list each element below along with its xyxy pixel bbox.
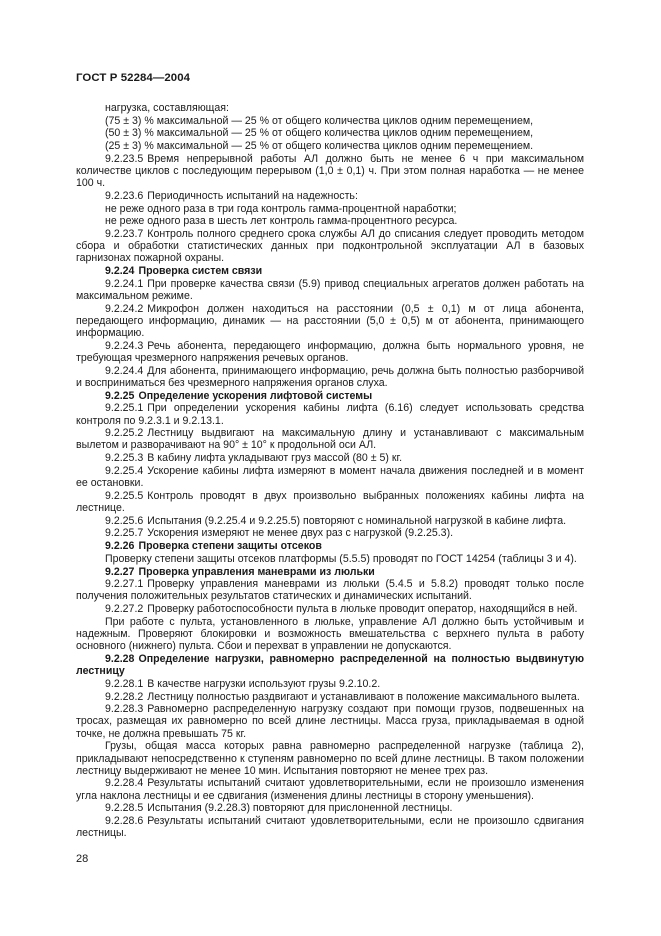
paragraph bbox=[76, 740, 584, 777]
paragraph bbox=[76, 515, 584, 527]
paragraph bbox=[76, 452, 584, 464]
paragraph-text: Речь абонента, передающего информацию, должна быть нормального уровня, не требующая чрезмерного напряжения речевых органов. bbox=[76, 339, 584, 365]
paragraph bbox=[76, 578, 584, 602]
clause-number: 9.2.25.5 bbox=[105, 489, 144, 502]
clause-number: 9.2.25.3 bbox=[105, 452, 144, 465]
paragraph bbox=[76, 802, 584, 814]
paragraph bbox=[76, 102, 584, 114]
section-heading bbox=[76, 540, 584, 552]
paragraph-text: В кабину лифта укладывают груз массой (80 ± 5) кг. bbox=[147, 452, 403, 465]
clause-number: 9.2.28.1 bbox=[105, 677, 144, 690]
clause-number: 9.2.28.4 bbox=[105, 777, 144, 790]
paragraph-text: Определение нагрузки, равномерно распределенной на полностью выдвинутую лестницу bbox=[76, 652, 584, 678]
paragraph-text: Для абонента, принимающего информацию, речь должна быть полностью разборчивой и восприниматься без чрезмерного напряжения органов слуха. bbox=[76, 364, 584, 389]
paragraph-text: Результаты испытаний считают удовлетворительными, если не произошло сдвигания лестницы. bbox=[76, 815, 584, 840]
clause-number: 9.2.25.7 bbox=[105, 527, 144, 540]
paragraph-text: Проверку управления маневрами из люльки (5.4.5 и 5.8.2) проводят только после получения положительных результатов статических и динамических испытаний. bbox=[76, 578, 584, 603]
paragraph-text: Периодичность испытаний на надежность: bbox=[147, 189, 358, 202]
paragraph bbox=[76, 127, 584, 139]
paragraph-text: Проверка систем связи bbox=[138, 265, 263, 278]
clause-number: 9.2.23.5 bbox=[105, 152, 144, 165]
clause-number: 9.2.28 bbox=[105, 652, 135, 665]
paragraph bbox=[76, 527, 584, 539]
clause-number: 9.2.28.6 bbox=[105, 815, 144, 828]
paragraph-text: При работе с пульта, установленного в люльке, управление АЛ должно быть устойчивым и надежным. Проверяют блокировки и возможность вмешательства с верхнего пульта в работу основного (нижнего) пульта. Сбои и перехват в управлении не допускаются. bbox=[76, 615, 584, 653]
clause-number: 9.2.25.1 bbox=[105, 402, 144, 415]
clause-number: 9.2.28.3 bbox=[105, 703, 144, 716]
paragraph-text: Проверку работоспособности пульта в люльке проводит оператор, находящийся в ней. bbox=[147, 603, 578, 616]
paragraph-text: Лестницу полностью раздвигают и устанавливают в положение максимального вылета. bbox=[147, 690, 580, 703]
paragraph-text: При определении ускорения кабины лифта (6.16) следует использовать средства контроля по 9.2.3.1 и 9.2.13.1. bbox=[76, 402, 584, 427]
paragraph-text: Ускорение кабины лифта измеряют в момент начала движения последней и в момент ее остановки. bbox=[76, 464, 584, 490]
clause-number: 9.2.25.4 bbox=[105, 464, 144, 477]
paragraph-text: Проверку степени защиты отсеков платформы (5.5.5) проводят по ГОСТ 14254 (таблицы 3 и 4). bbox=[105, 552, 577, 565]
paragraph-text: Результаты испытаний считают удовлетворительными, если не произошло изменения угла наклона лестницы и ее сдвигания (изменения длины лестницы в сторону уменьшения). bbox=[76, 777, 584, 802]
paragraph-text: Микрофон должен находиться на расстоянии (0,5 ± 0,1) м от лица абонента, передающего информацию, динамик — на расстоянии (5,0 ± 0,5) м от абонента, принимающего информацию. bbox=[76, 302, 584, 340]
clause-number: 9.2.27.1 bbox=[105, 578, 144, 591]
paragraph bbox=[76, 703, 584, 740]
paragraph bbox=[76, 603, 584, 615]
paragraph-text: Равномерно распределенную нагрузку создают при помощи грузов, подвешенных на тросах, размещая их равномерно по всей длине лестницы. Масса груза, прикладываемая в одной точке, не должна превышать 75 кг. bbox=[76, 703, 584, 740]
paragraph bbox=[76, 278, 584, 302]
paragraph bbox=[76, 815, 584, 839]
paragraph-text: (75 ± 3) % максимальной — 25 % от общего количества циклов одним перемещением, bbox=[105, 114, 534, 127]
clause-number: 9.2.23.7 bbox=[105, 228, 144, 241]
clause-number: 9.2.24 bbox=[105, 265, 135, 278]
section-heading bbox=[76, 566, 584, 578]
paragraph bbox=[76, 215, 584, 227]
paragraph bbox=[76, 340, 584, 364]
clause-number: 9.2.25.6 bbox=[105, 514, 144, 527]
paragraph bbox=[76, 553, 584, 565]
paragraph-text: Проверка степени защиты отсеков bbox=[138, 540, 322, 553]
paragraph-text: (25 ± 3) % максимальной — 25 % от общего количества циклов одним перемещением. bbox=[105, 140, 534, 153]
document-header: ГОСТ Р 52284—2004 bbox=[76, 72, 191, 84]
section-heading bbox=[76, 390, 584, 402]
clause-number: 9.2.27.2 bbox=[105, 603, 144, 616]
paragraph bbox=[76, 427, 584, 451]
paragraph-text: При проверке качества связи (5.9) привод специальных агрегатов должен работать на максимальном режиме. bbox=[76, 277, 584, 303]
clause-number: 9.2.23.6 bbox=[105, 189, 144, 202]
document-body bbox=[76, 102, 584, 840]
clause-number: 9.2.25.2 bbox=[105, 427, 144, 440]
paragraph bbox=[76, 140, 584, 152]
section-heading bbox=[76, 653, 584, 677]
paragraph-text: нагрузка, составляющая: bbox=[105, 102, 229, 114]
paragraph bbox=[76, 691, 584, 703]
paragraph-text: В качестве нагрузки используют грузы 9.2.10.2. bbox=[147, 677, 381, 690]
paragraph bbox=[76, 365, 584, 389]
paragraph-text: (50 ± 3) % максимальной — 25 % от общего количества циклов одним перемещением, bbox=[105, 127, 534, 140]
paragraph bbox=[76, 678, 584, 690]
paragraph bbox=[76, 303, 584, 340]
paragraph bbox=[76, 402, 584, 426]
clause-number: 9.2.25 bbox=[105, 389, 135, 402]
paragraph-text: Время непрерывной работы АЛ должно быть не менее 6 ч при максимальном количестве циклов с последующим перерывом (1,0 ± 0,1) ч. При этом полная наработка — не менее 100 ч. bbox=[76, 152, 584, 190]
paragraph-text: Контроль полного среднего срока службы АЛ до списания следует проводить методом сбора и обработки статистических данных при подконтрольной эксплуатации АЛ в базовых гарнизонах пожарной охраны. bbox=[76, 228, 584, 265]
paragraph bbox=[76, 228, 584, 265]
clause-number: 9.2.27 bbox=[105, 565, 135, 578]
clause-number: 9.2.24.1 bbox=[105, 277, 144, 290]
paragraph bbox=[76, 465, 584, 489]
clause-number: 9.2.24.3 bbox=[105, 339, 144, 352]
paragraph-text: Испытания (9.2.25.4 и 9.2.25.5) повторяют с номинальной нагрузкой в кабине лифта. bbox=[147, 514, 567, 527]
paragraph bbox=[76, 115, 584, 127]
paragraph bbox=[76, 153, 584, 190]
paragraph-text: Контроль проводят в двух произвольно выбранных положениях кабины лифта на лестнице. bbox=[76, 489, 584, 514]
paragraph-text: Грузы, общая масса которых равна равномерно распределенной нагрузке (таблица 2), прикладывают непосредственно к ступеням равномерно по всей длине лестницы. В таком положении лестницу выдерживают не менее 10 мин. Испытания повторяют не менее трех раз. bbox=[76, 740, 584, 777]
paragraph bbox=[76, 616, 584, 653]
paragraph bbox=[76, 490, 584, 514]
paragraph bbox=[76, 190, 584, 202]
paragraph-text: Определение ускорения лифтовой системы bbox=[138, 389, 373, 402]
paragraph-text: не реже одного раза в три года контроль гамма-процентной наработки; bbox=[105, 202, 457, 215]
paragraph-text: Лестницу выдвигают на максимальную длину и устанавливают с максимальным вылетом и разворачивают на 90° ± 10° к продольной оси АЛ. bbox=[76, 427, 584, 452]
page-number: 28 bbox=[76, 853, 89, 865]
clause-number: 9.2.28.5 bbox=[105, 802, 144, 815]
paragraph bbox=[76, 203, 584, 215]
clause-number: 9.2.24.2 bbox=[105, 302, 144, 315]
paragraph bbox=[76, 777, 584, 801]
clause-number: 9.2.28.2 bbox=[105, 690, 144, 703]
paragraph-text: Испытания (9.2.28.3) повторяют для прислоненной лестницы. bbox=[147, 802, 453, 815]
paragraph-text: Ускорения измеряют не менее двух раз с нагрузкой (9.2.25.3). bbox=[147, 527, 454, 540]
paragraph-text: не реже одного раза в шесть лет контроль гамма-процентного ресурса. bbox=[105, 215, 458, 228]
clause-number: 9.2.26 bbox=[105, 540, 135, 553]
paragraph-text: Проверка управления маневрами из люльки bbox=[138, 565, 375, 578]
clause-number: 9.2.24.4 bbox=[105, 364, 144, 377]
section-heading bbox=[76, 265, 584, 277]
